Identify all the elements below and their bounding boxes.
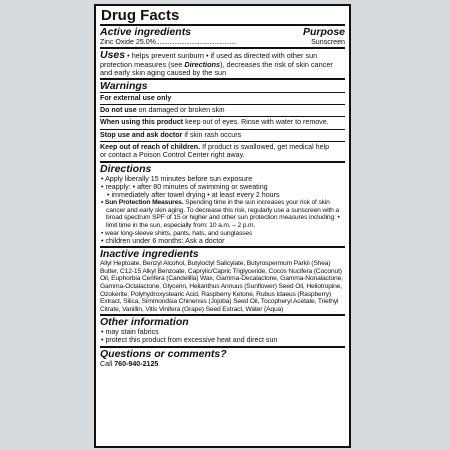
uses-text-3: ), decreases the risk of skin cancer (220, 60, 333, 70)
keep-out-of-reach-warning: Keep out of reach of children. If product is swallowed, get medical help or contact a Poison Control Center right away. (100, 141, 345, 161)
uses-text-2: protection measures (see (100, 60, 185, 70)
stop-use-warning: Stop use and ask doctor if skin rash occurs (100, 129, 345, 141)
questions-section (100, 346, 345, 369)
external-use-warning: For external use only (100, 92, 345, 104)
direction-reapply-sub: • immediately after towel drying • at least every 2 hours (107, 191, 280, 200)
uses-section (100, 47, 345, 78)
active-ingredients-section (100, 24, 345, 47)
direction-children: • children under 6 months: Ask a doctor (101, 237, 225, 246)
directions-heading: Directions (100, 162, 152, 175)
direction-sun-protection: • Sun Protection Measures. Spending time in the sun increases your risk of skin cancer and early skin aging. To decrease this risk, regularly use a sunscreen with a broad spectrum SPF of 15 or higher and other sun protection measures including: • limit time in the sun, especially from: 10 a.m. – 2 p.m. (101, 199, 340, 229)
inactive-ingredients-section (100, 246, 345, 314)
questions-heading: Questions or comments? (100, 347, 227, 360)
other-information-heading: Other information (100, 316, 189, 329)
active-ingredients-heading: Active ingredients (100, 26, 192, 38)
drug-facts-title: Drug Facts (101, 7, 180, 24)
warnings-heading: Warnings (100, 80, 148, 93)
other-information-section (100, 314, 345, 345)
uses-text-1: • helps prevent sunburn • if used as directed with other sun (127, 51, 318, 61)
uses-heading: Uses (100, 49, 126, 62)
phone-number[interactable]: 760-940-2125 (114, 359, 159, 368)
active-ingredient: Zinc Oxide 25.0%................................................ (100, 38, 237, 46)
inactive-ingredients-list: Allyl Heptoate, Benzyl Alcohol, Butyloctyl Salicylate, Butyrospermum Parkii (Shea) Butter, C12-15 Alkyl Benzoate, Caprylic/Capric Triglyceride, Cocos Nucifera (Coconut) Oil, Euphorbia Cerifera (Candelilla) Wax, Gamma-Decalactone, Gamma-Nonalactone, Gamma-Octalactone, Glycerin, Helianthus Annuus (Sunflower) Seed Oil, Heliotropine, Ozokerite, Polyhydroxystearic Acid, Raspberry Ketone, Rubus Idaeus (Raspberry) Extract, Silica, Simmondsia Chinensis (Jojoba) Seed Oil, Tocopheryl Acetate, Triethyl Citrate, Vanillin, Vitis Vinifera (Grape) Seed Extract, Water (Aqua) (100, 260, 343, 313)
other-heat: • protect this product from excessive heat and direct sun (101, 336, 278, 345)
inactive-ingredients-heading: Inactive ingredients (100, 248, 199, 261)
direction-clothing: • wear long-sleeve shirts, pants, hats, and sunglasses (101, 229, 253, 237)
warnings-section (100, 78, 345, 161)
purpose-value: Sunscreen (311, 38, 345, 46)
purpose-heading: Purpose (302, 26, 345, 38)
directions-section (100, 161, 345, 246)
drug-facts-panel (94, 4, 351, 448)
do-not-use-warning: Do not use on damaged or broken skin (100, 104, 345, 116)
uses-directions-ref: Directions (184, 60, 221, 70)
questions-call: Call 760-940-2125 (100, 359, 159, 368)
other-stain: • may stain fabrics (101, 328, 159, 337)
when-using-warning: When using this product keep out of eyes. Rinse with water to remove. (100, 116, 345, 128)
uses-text-4: and early skin aging caused by the sun (100, 68, 227, 78)
direction-apply: • Apply liberally 15 minutes before sun exposure (101, 174, 253, 183)
direction-reapply: • reapply: • after 80 minutes of swimming or sweating (101, 182, 268, 191)
